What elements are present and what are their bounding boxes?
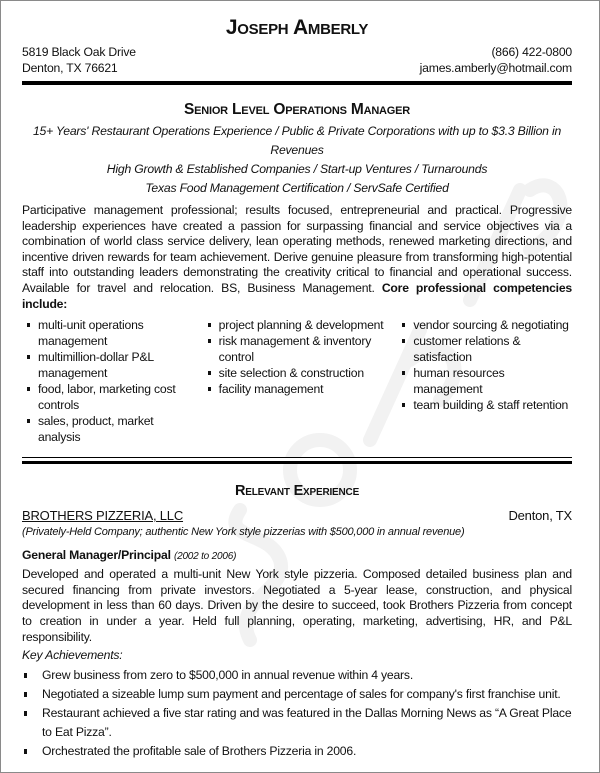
section-heading: Relevant Experience (234, 483, 360, 500)
tagline: Texas Food Management Certification / ServSafe Certified (145, 181, 449, 195)
competency-column (22, 317, 197, 445)
achievements-label: Key Achievements: (22, 648, 123, 663)
tagline: 15+ Years' Restaurant Operations Experience / Public & Private Corporations with up to $3.3 Billion in Revenues (32, 124, 562, 157)
role-dates: (2002 to 2006) (173, 551, 237, 563)
tagline: High Growth & Established Companies / Start-up Ventures / Turnarounds (106, 162, 488, 176)
candidate-name: Joseph Amberly (225, 16, 369, 39)
company-row (22, 508, 572, 524)
summary-text: Participative management professional; results focused, entrepreneurial and practical. Progressive leadership experiences have created a passion for surpassing financial and service objectives via a combination of world class service delivery, lean operating methods, renewed marketing directions, and incentive driven rewards for team achievement. Derive genuine pleasure from transforming high-potential staff into outstanding leaders demonstrating the creativity critical to financial and operational success. Available for travel and relocation. BS, Business Management. (22, 203, 572, 295)
achievement-item: Grew business from zero to $500,000 in annual revenue within 4 years. (22, 666, 572, 685)
competency-item: human resources management (397, 365, 572, 397)
competency-item: facility management (203, 381, 392, 397)
competency-item: team building & staff retention (397, 397, 572, 413)
divider (22, 461, 572, 464)
contact-info (22, 44, 572, 76)
address-line-2: Denton, TX 76621 (22, 61, 118, 75)
company-description: (Privately-Held Company; authentic New York style pizzerias with $500,000 in annual revenue) (22, 526, 465, 539)
competency-item: multimillion-dollar P&L management (22, 349, 197, 381)
company-location: Denton, TX (508, 508, 572, 524)
role-description: Developed and operated a multi-unit New York style pizzeria. Composed detailed business plan and secured financing from private investors. Negotiated a 5-year lease, construction, and physical development in less than 60 days. Driven by the desire to succeed, took Brothers Pizzeria from concept to creation in under a year. Held full planning, operating, marketing, advertising, HR, and P&L responsibility. (22, 567, 572, 644)
role-title: General Manager/Principal (22, 548, 171, 563)
competency-column (203, 317, 392, 445)
phone: (866) 422-0800 (491, 45, 572, 59)
competency-item: site selection & construction (203, 365, 392, 381)
resume-page (22, 0, 572, 773)
competency-item: project planning & development (203, 317, 392, 333)
competencies (22, 317, 572, 445)
email-link[interactable]: james.amberly@hotmail.com (419, 61, 572, 75)
competency-item: vendor sourcing & negotiating (397, 317, 572, 333)
competency-item: multi-unit operations management (22, 317, 197, 349)
achievement-item: Orchestrated the profitable sale of Brothers Pizzeria in 2006. (22, 742, 572, 761)
competencies-intro: Core professional competencies include: (22, 280, 573, 311)
taglines (22, 122, 572, 198)
competency-item: customer relations & satisfaction (397, 333, 572, 365)
achievements-list (22, 666, 572, 761)
competency-column (397, 317, 572, 445)
achievement-item: Restaurant achieved a five star rating and was featured in the Dallas Morning News as “A Great Place to Eat Pizza”. (22, 704, 572, 742)
competency-item: food, labor, marketing cost controls (22, 381, 197, 413)
competency-item: sales, product, market analysis (22, 413, 197, 445)
summary (22, 203, 572, 312)
divider (22, 81, 572, 85)
job-role (22, 547, 572, 565)
competency-item: risk management & inventory control (203, 333, 392, 365)
resume-title: Senior Level Operations Manager (183, 101, 411, 118)
address-line-1: 5819 Black Oak Drive (22, 45, 136, 59)
achievement-item: Negotiated a sizeable lump sum payment and percentage of sales for company's first franchise unit. (22, 685, 572, 704)
company-name: BROTHERS PIZZERIA, LLC (22, 508, 184, 524)
